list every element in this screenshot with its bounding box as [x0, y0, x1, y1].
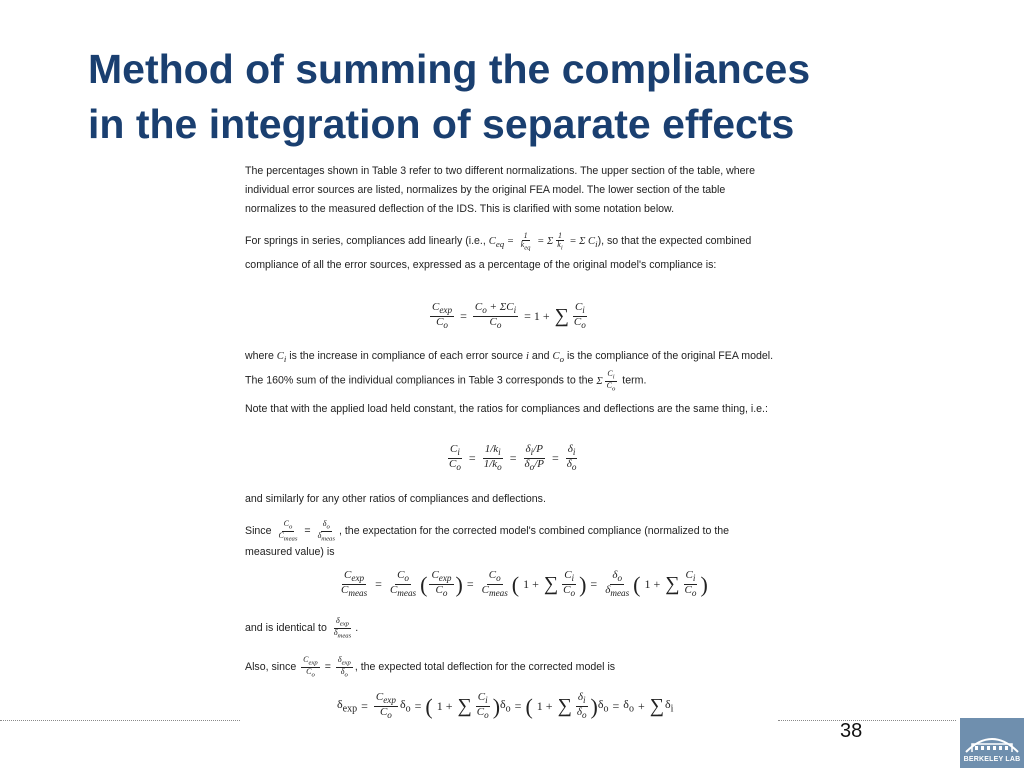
equation-corrected-compliance: $\frac{C_{exp}}{C_{meas}}$ = $\frac{C_o}{C_{meas}}$ ( $\frac{C_{exp}}{C_o}$ ) = $\frac{C_o}{C_{meas}}$ ( 1 + ∑ $\frac{C_i}{C_o}$ ) = $\frac{\delta_o}{\delta_{meas}}$ ( 1 + ∑ $\frac{C_i}{C_o}$ )	[341, 569, 708, 598]
compliance-series-formula: $C_{eq}$ = $\frac{1}{k_{eq}}$ = Σ $\frac{1}{k_i}$ = Σ $C_i$	[488, 230, 598, 252]
paragraph-also-since: Also, since $\frac{C_{exp}}{C_o}$ = $\frac{\delta_{exp}}{\delta_o}$ , the expected total deflection for the corrected model is	[245, 655, 616, 679]
equation-expected-compliance: $\frac{C_{exp}}{C_o}$ = $\frac{C_o + \Sigma C_i}{C_o}$ = 1 + ∑ $\frac{C_i}{C_o}$	[432, 301, 586, 330]
slide-title-line-1: Method of summing the compliances	[88, 46, 811, 92]
paragraph-load-constant: Note that with the applied load held constant, the ratios for compliances and deflections are the same thing, i.e.:	[245, 403, 768, 415]
paragraph-similarly: and similarly for any other ratios of compliances and deflections.	[245, 493, 546, 505]
paragraph-springs-series: For springs in series, compliances add linearly (i.e., $C_{eq}$ = $\frac{1}{k_{eq}}$ = Σ $\frac{1}{k_i}$ = Σ $C_i$), so that the expected combined compliance of all the error sources, expressed as a percentage of the original model's compliance is:	[245, 230, 752, 272]
document-excerpt	[245, 162, 775, 720]
equation-total-deflection: $\delta_{exp}$ = $\frac{C_{exp}}{C_o}$ $\delta_o$ = ( 1 + ∑ $\frac{C_i}{C_o}$ ) $\delta_o$ = ( 1 + ∑ $\frac{\delta_i}{\delta_o}$ ) $\delta_o$ = $\delta_o$ + ∑ $\delta_i$	[337, 691, 674, 720]
slide-title	[88, 42, 810, 152]
equation-ratio-identity: $\frac{C_i}{C_o}$ = $\frac{1/k_i}{1/k_o}$ = $\frac{\delta_i/P}{\delta_o/P}$ = $\frac{\delta_i}{\delta_o}$	[449, 443, 577, 472]
slide-title-line-2: in the integration of separate effects	[88, 101, 795, 147]
footer-divider-left	[0, 720, 240, 721]
paragraph-where-ci: where $C_i$ is the increase in compliance of each error source i and $C_o$ is the compliance of the original FEA model. The 160% sum of the individual compliances in Table 3 corresponds to the Σ $\frac{C_i}{C_o}$ term.	[245, 350, 774, 393]
lab-building-icon	[964, 722, 1020, 756]
paragraph-identical: and is identical to $\frac{\delta_{exp}}{\delta_{meas}}$ .	[245, 616, 359, 640]
logo-text: BERKELEY LAB	[963, 756, 1021, 763]
paragraph-since: Since $\frac{C_o}{C_{meas}}$ = $\frac{\delta_o}{\delta_{meas}}$ , the expectation for the corrected model's combined compliance (normalized to the measured value) is	[245, 519, 730, 559]
page-number: 38	[840, 720, 863, 742]
footer-divider-right	[778, 720, 956, 721]
berkeley-lab-logo	[960, 718, 1024, 768]
paragraph-normalizations: The percentages shown in Table 3 refer to two different normalizations. The upper section of the table, where individual error sources are listed, normalizes by the original FEA model. The lower section of the table normalizes to the measured deflection of the IDS. This is clarified with some notation below.	[245, 165, 755, 215]
